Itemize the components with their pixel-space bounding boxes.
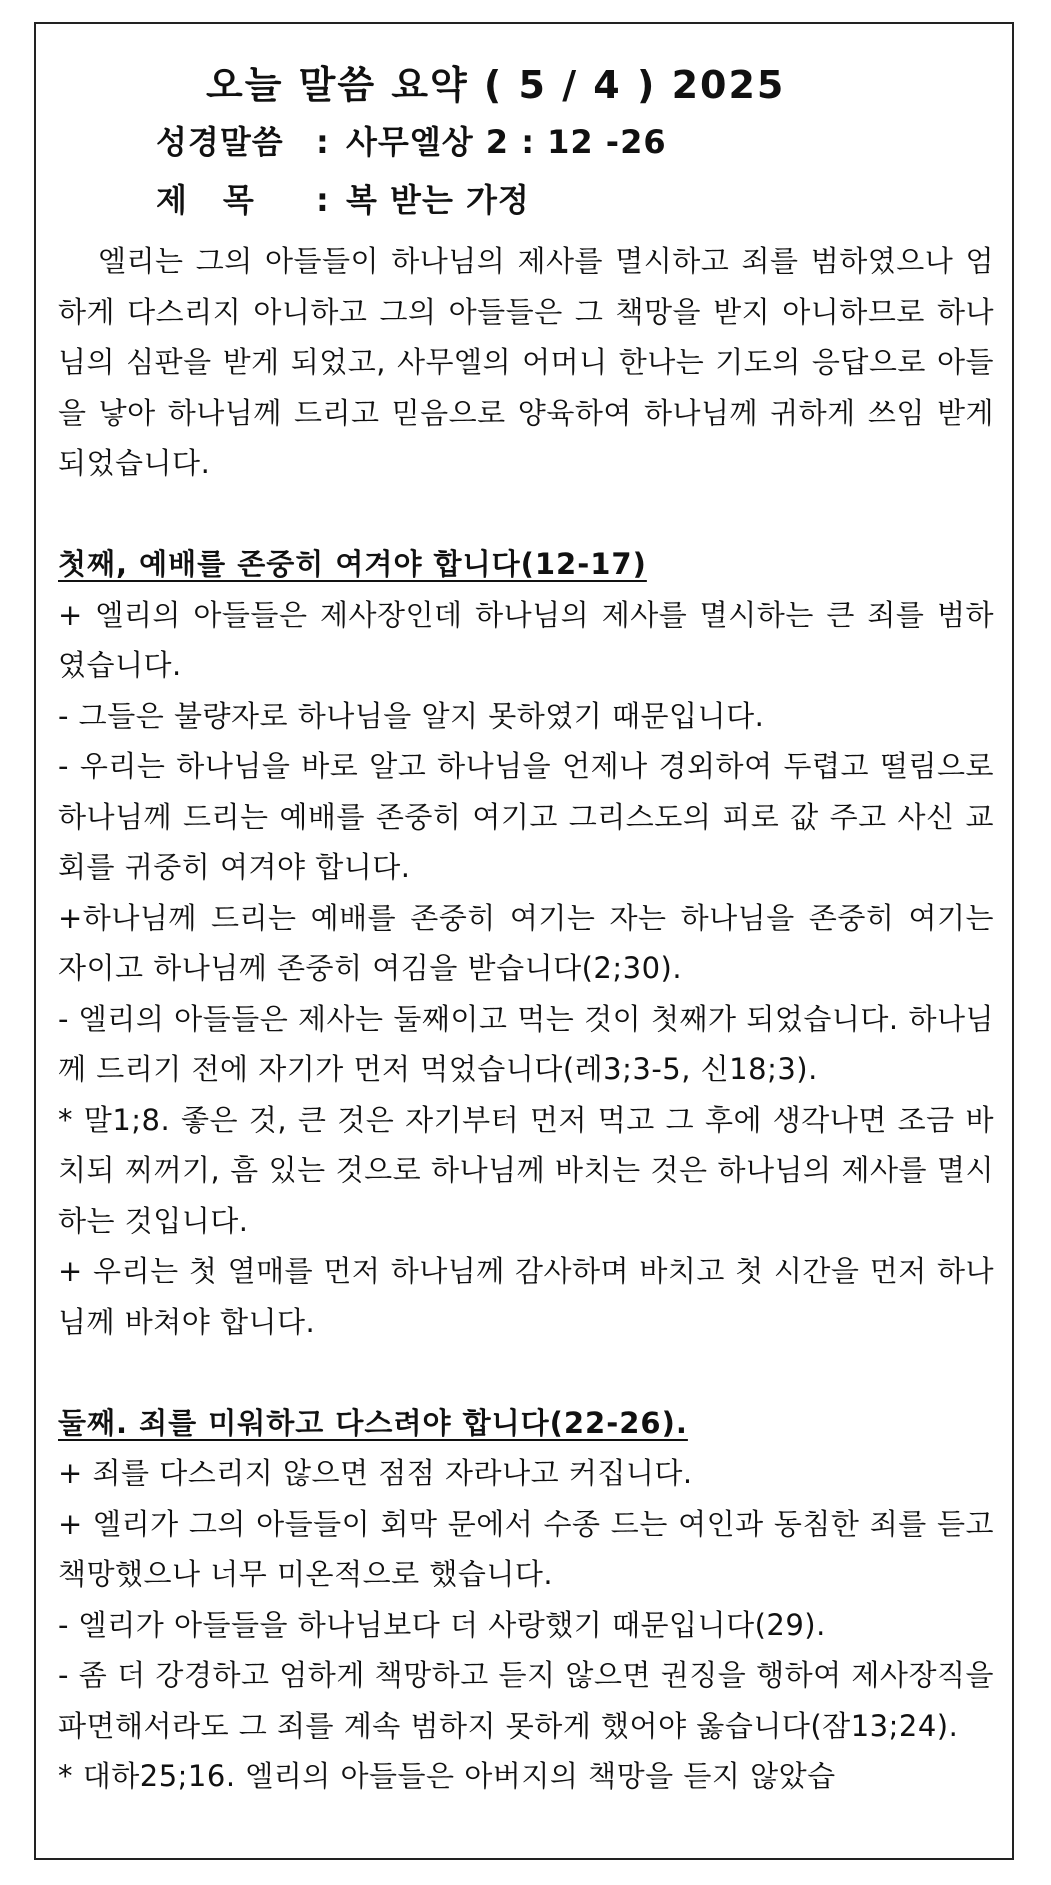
list-item: + 엘리가 그의 아들들이 회막 문에서 수종 드는 여인과 동침한 죄를 듣고 책망했으나 너무 미온적으로 했습니다. [58, 1506, 994, 1591]
list-item: - 엘리의 아들들은 제사는 둘째이고 먹는 것이 첫째가 되었습니다. 하나님께 드리기 전에 자기가 먼저 먹었습니다(레3;3-5, 신18;3). [58, 1001, 994, 1086]
list-item: + 죄를 다스리지 않으면 점점 자라나고 커집니다. [58, 1456, 693, 1490]
subject-label: 제목 [156, 181, 290, 219]
section-heading-first: 첫째, 예배를 존중히 여겨야 합니다(12-17) [58, 547, 647, 581]
list-item: - 그들은 불량자로 하나님을 알지 못하였기 때문입니다. [58, 698, 765, 733]
document-page [34, 22, 1014, 1860]
subject-colon: : [316, 181, 330, 219]
page-title: 오늘 말씀 요약 ( 5 / 4 ) 2025 [206, 63, 786, 107]
scripture-reference: 사무엘상 2 : 12 -26 [346, 123, 667, 161]
scripture-label: 성경말씀 [156, 123, 284, 161]
list-item: - 우리는 하나님을 바로 알고 하나님을 언제나 경외하여 두렵고 떨림으로 하나님께 드리는 예배를 존중히 여기고 그리스도의 피로 값 주고 사신 교회를 귀중히 여겨야 합니다. [58, 749, 994, 884]
section-heading-second: 둘째. 죄를 미워하고 다스려야 합니다(22-26). [58, 1405, 688, 1440]
list-item: * 대하25;16. 엘리의 아들들은 아버지의 책망을 듣지 않았습 [58, 1759, 836, 1793]
list-item: +하나님께 드리는 예배를 존중히 여기는 자는 하나님을 존중히 여기는 자이고 하나님께 존중히 여김을 받습니다(2;30). [58, 900, 994, 985]
intro-paragraph: 엘리는 그의 아들들이 하나님의 제사를 멸시하고 죄를 범하였으나 엄하게 다스리지 아니하고 그의 아들들은 그 책망을 받지 아니하므로 하나님의 심판을 받게 되었고, 사무엘의 어머니 한나는 기도의 응답으로 아들을 낳아 하나님께 드리고 믿음으로 양육하여 하나님께 귀하게 쓰임 받게 되었습니다. [58, 244, 994, 480]
scripture-colon: : [316, 123, 330, 161]
subject-line [156, 175, 530, 221]
list-item: - 엘리가 아들들을 하나님보다 더 사랑했기 때문입니다(29). [58, 1607, 826, 1642]
list-item: + 엘리의 아들들은 제사장인데 하나님의 제사를 멸시하는 큰 죄를 범하였습니다. [58, 597, 995, 682]
section-spacer [58, 489, 994, 540]
list-item: - 좀 더 강경하고 엄하게 책망하고 듣지 않으면 권징을 행하여 제사장직을 파면해서라도 그 죄를 계속 범하지 못하게 했어야 옳습니다(잠13;24). [58, 1658, 994, 1743]
list-item: + 우리는 첫 열매를 먼저 하나님께 감사하며 바치고 첫 시간을 먼저 하나님께 바쳐야 합니다. [58, 1254, 994, 1339]
scripture-line [156, 117, 667, 163]
section-spacer [58, 1347, 994, 1398]
sermon-subject: 복 받는 가정 [346, 181, 530, 219]
list-item: * 말1;8. 좋은 것, 큰 것은 자기부터 먼저 먹고 그 후에 생각나면 조금 바치되 찌꺼기, 흠 있는 것으로 하나님께 바치는 것은 하나님의 제사를 멸시하는 것입니다. [58, 1102, 994, 1238]
sermon-body [58, 236, 994, 1802]
